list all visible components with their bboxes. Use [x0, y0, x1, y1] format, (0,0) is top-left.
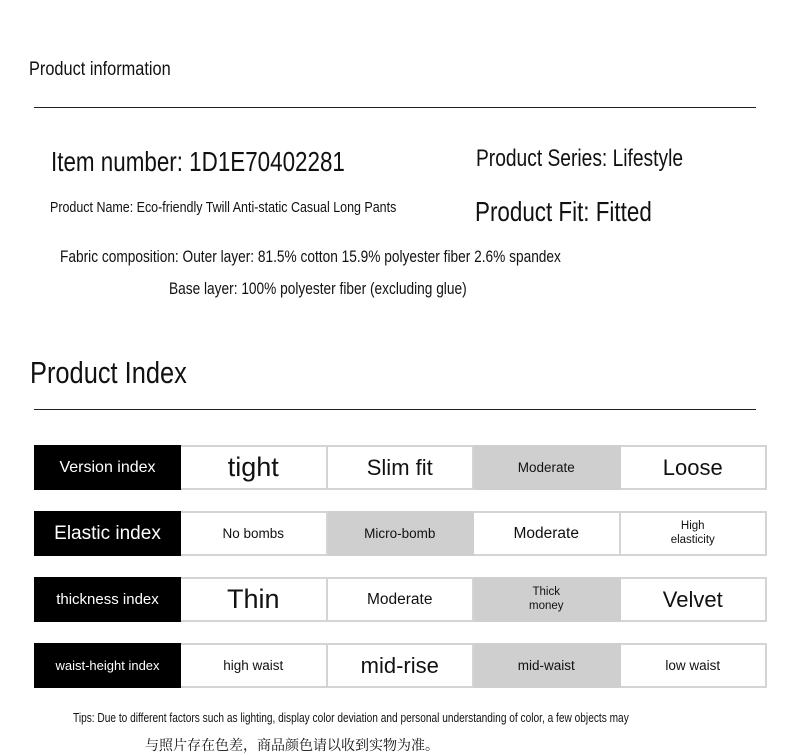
version-option-slim-fit: [328, 445, 475, 490]
elastic-index-label: [34, 511, 181, 556]
option-text: Moderate: [517, 459, 575, 475]
product-series: [476, 145, 735, 173]
tips-chinese: [145, 735, 439, 755]
thickness-option-velvet: [621, 577, 768, 622]
tips-english-text: Tips: Due to different factors such as lighting, display color deviation and personal understanding of color, a few objects may: [73, 710, 629, 725]
tips-english: [73, 710, 786, 725]
product-index-heading: [30, 355, 221, 391]
product-index-heading-text: Product Index: [30, 355, 187, 390]
option-text: tight: [227, 451, 279, 482]
elastic-option-moderate: [474, 511, 621, 556]
option-text: high waist: [223, 657, 284, 673]
product-fit-text: Product Fit: Fitted: [475, 196, 652, 227]
option-text-line2: money: [528, 599, 564, 612]
product-series-text: Product Series: Lifestyle: [476, 145, 684, 172]
elastic-option-high-elasticity: [621, 511, 768, 556]
waist-option-low-waist: [621, 643, 768, 688]
version-index-label-text: Version index: [59, 458, 156, 476]
thickness-option-thin: [181, 577, 328, 622]
thickness-option-thick-money-selected: [474, 577, 621, 622]
tips-chinese-text: 与照片存在色差，商品颜色请以收到实物为准。: [145, 738, 439, 754]
waist-option-mid-rise: [328, 643, 475, 688]
fabric-composition-base-text: Base layer: 100% polyester fiber (excluding glue): [169, 280, 467, 298]
elastic-index-row: [34, 511, 767, 556]
product-fit: [475, 196, 696, 228]
product-name-text: Product Name: Eco-friendly Twill Anti-static Casual Long Pants: [50, 200, 397, 216]
option-text: Velvet: [662, 586, 723, 612]
option-text: mid-rise: [360, 652, 439, 678]
version-index-label: [34, 445, 181, 490]
version-option-tight: [181, 445, 328, 490]
option-text: low waist: [665, 657, 721, 673]
fabric-composition-base: [169, 280, 528, 299]
product-information-heading: [29, 59, 194, 81]
item-number-text: Item number: 1D1E70402281: [51, 146, 345, 177]
thickness-option-moderate: [328, 577, 475, 622]
option-text-line1: Thick: [532, 586, 560, 599]
section-divider: [34, 409, 756, 410]
waist-option-high-waist: [181, 643, 328, 688]
version-option-loose: [621, 445, 768, 490]
thickness-index-label: [34, 577, 181, 622]
elastic-index-label-text: Elastic index: [54, 522, 161, 544]
option-text-line1: High: [680, 520, 705, 533]
section-divider: [34, 107, 756, 108]
fabric-composition-outer-text: Fabric composition: Outer layer: 81.5% cotton 15.9% polyester fiber 2.6% spandex: [60, 248, 561, 266]
waist-height-index-label: [34, 643, 181, 688]
option-text: Thin: [226, 583, 280, 614]
waist-option-mid-waist-selected: [474, 643, 621, 688]
option-text: Slim fit: [366, 454, 433, 480]
option-text: mid-waist: [517, 657, 575, 673]
fabric-composition-outer: [60, 248, 663, 267]
waist-height-index-label-text: waist-height index: [55, 658, 160, 673]
option-text-multiline: [671, 520, 715, 546]
option-text: Micro-bomb: [364, 525, 436, 541]
option-text: Loose: [662, 454, 723, 480]
option-text-line2: elasticity: [670, 533, 715, 546]
elastic-option-micro-bomb-selected: [328, 511, 475, 556]
thickness-index-row: [34, 577, 767, 622]
elastic-option-no-bombs: [181, 511, 328, 556]
thickness-index-label-text: thickness index: [56, 591, 159, 608]
option-text: No bombs: [222, 525, 285, 541]
item-number: [51, 146, 418, 178]
version-index-row: [34, 445, 767, 490]
option-text: Moderate: [513, 524, 579, 542]
product-name: [50, 200, 453, 216]
option-text-multiline: [529, 586, 564, 612]
version-option-moderate-selected: [474, 445, 621, 490]
product-information-heading-text: Product information: [29, 59, 171, 80]
waist-height-index-row: [34, 643, 767, 688]
option-text: Moderate: [367, 590, 433, 608]
